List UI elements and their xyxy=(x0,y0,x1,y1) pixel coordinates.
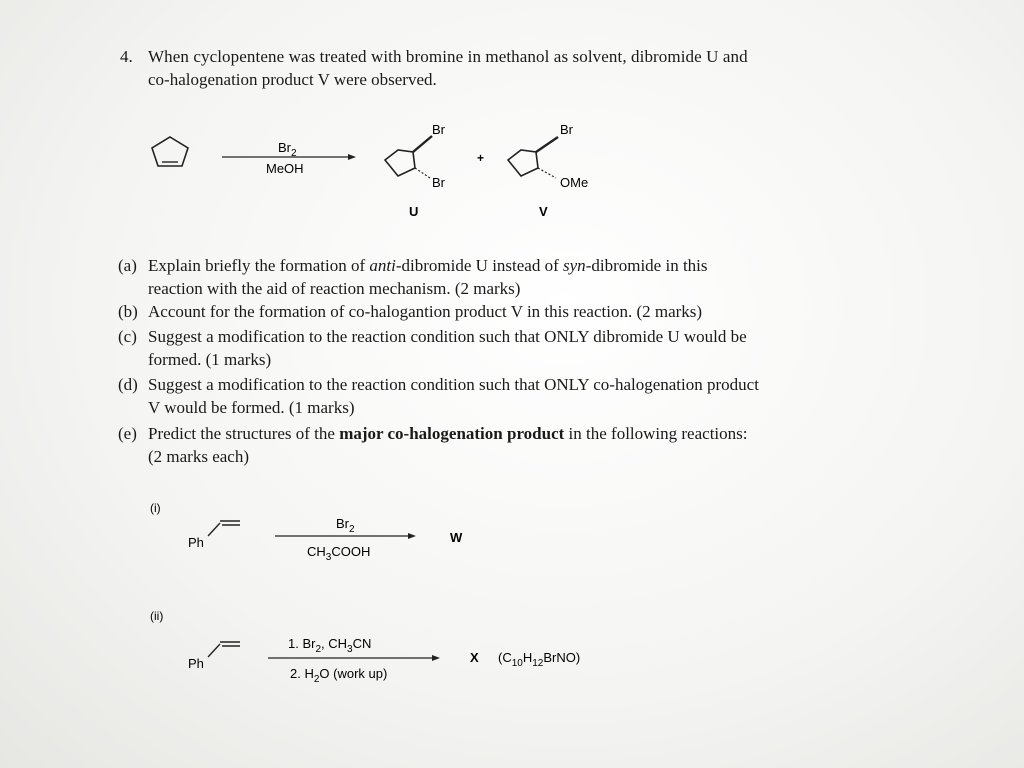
question-intro-line2: co-halogenation product V were observed. xyxy=(148,70,437,89)
part-a-marker: (a) xyxy=(118,256,137,275)
reaction-ii-substituent: Ph xyxy=(188,656,204,671)
part-e-line1: Predict the structures of the major co-halogenation product in the following reactions: xyxy=(148,424,748,443)
question-number: 4. xyxy=(120,47,133,66)
product-u-ring xyxy=(385,150,415,176)
part-d-marker: (d) xyxy=(118,375,138,394)
reaction-ii-alkene-single-bond xyxy=(208,644,220,657)
product-u-bottom-substituent: Br xyxy=(432,175,445,190)
scheme1-reagent-bottom: MeOH xyxy=(266,161,304,176)
product-v-hash-bond xyxy=(538,168,556,178)
part-b-line1: Account for the formation of co-halogantion product V in this reaction. (2 marks) xyxy=(148,302,703,321)
reaction-ii-arrowhead xyxy=(432,655,440,661)
product-v-wedge-bond xyxy=(536,137,558,152)
reaction-ii-label: (ii) xyxy=(150,609,164,623)
product-u-top-substituent: Br xyxy=(432,122,445,137)
part-a-line1: Explain briefly the formation of anti-dibromide U instead of syn-dibromide in this xyxy=(148,256,708,275)
scheme1-arrowhead xyxy=(348,154,356,160)
reaction-ii-formula: $(C_{10}H_{12}BrNO)$ xyxy=(498,650,581,669)
cyclopentene-ring xyxy=(152,137,188,166)
product-v-bottom-substituent: OMe xyxy=(560,175,589,190)
reaction-i-label: (i) xyxy=(150,501,161,515)
product-v-top-substituent: Br xyxy=(560,122,573,137)
reaction-i-alkene-single-bond xyxy=(208,523,220,536)
part-e-marker: (e) xyxy=(118,424,137,443)
part-a-line2: reaction with the aid of reaction mechanism. (2 marks) xyxy=(148,279,521,298)
reaction-i-reagent-top: $Br_2$ xyxy=(336,516,355,535)
reaction-i-reagent-bottom: $CH_3COOH$ xyxy=(307,544,371,563)
part-b-marker: (b) xyxy=(118,302,138,321)
reaction-i-product: W xyxy=(450,530,463,545)
product-u-wedge-bond xyxy=(413,136,432,152)
scheme1-reagent-top: $Br_2$ xyxy=(278,140,297,159)
product-v-label: V xyxy=(539,204,548,219)
product-u-hash-bond xyxy=(415,168,430,178)
part-e-line2: (2 marks each) xyxy=(148,447,250,466)
part-d-line1: Suggest a modification to the reaction condition such that ONLY co-halogenation product xyxy=(148,375,759,394)
reaction-i-substituent: Ph xyxy=(188,535,204,550)
part-c-line2: formed. (1 marks) xyxy=(148,350,272,369)
product-v-ring xyxy=(508,150,538,176)
reaction-ii-reagent-top: 1. $Br_2$, $CH_3CN$ xyxy=(288,636,372,655)
reaction-ii-reagent-bottom: 2. $H_2O$ (work up) xyxy=(290,666,388,685)
scheme1-plus: + xyxy=(477,151,485,165)
product-u-label: U xyxy=(409,204,419,219)
reaction-i-arrowhead xyxy=(408,533,416,539)
part-c-line1: Suggest a modification to the reaction condition such that ONLY dibromide U would be xyxy=(148,327,747,346)
part-d-line2: V would be formed. (1 marks) xyxy=(148,398,355,417)
question-intro-line1: When cyclopentene was treated with bromine in methanol as solvent, dibromide U and xyxy=(148,47,748,66)
reaction-ii-product: X xyxy=(470,650,479,665)
part-c-marker: (c) xyxy=(118,327,137,346)
